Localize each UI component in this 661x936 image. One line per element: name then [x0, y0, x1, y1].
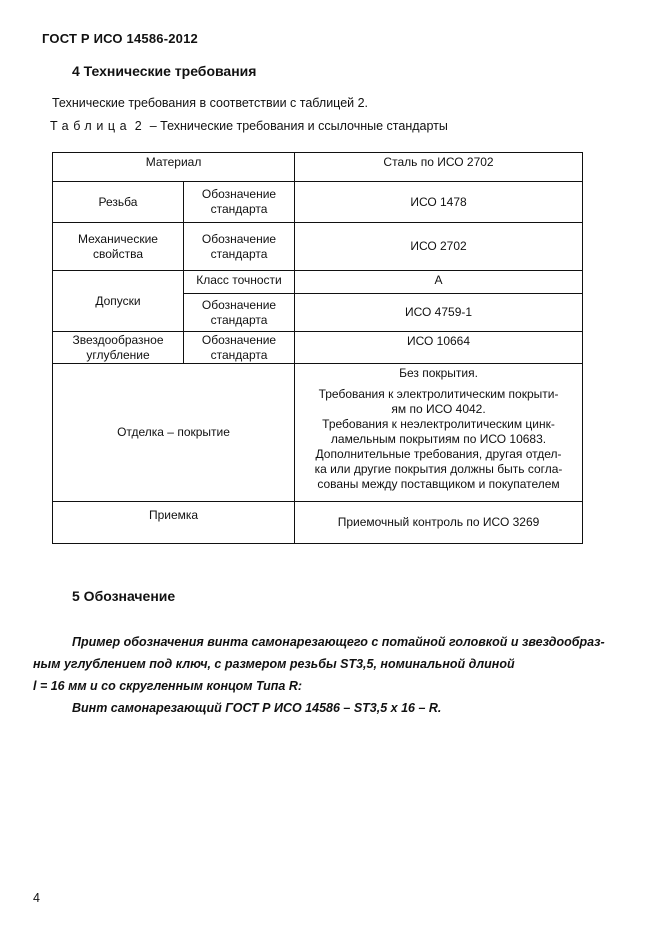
- row-label: Допуски: [53, 271, 184, 332]
- table-row: [53, 182, 583, 223]
- page-number: 4: [33, 891, 40, 905]
- table-caption: [50, 119, 448, 133]
- finish-label: Отделка – покрытие: [53, 364, 295, 502]
- finish-line: ламельным покрытиям по ИСО 10683.: [330, 432, 547, 446]
- row-label: Звездообразное углубление: [53, 332, 184, 364]
- finish-line: сованы между поставщиком и покупателем: [317, 477, 560, 491]
- row-sublabel: Обозначение стандарта: [184, 294, 295, 332]
- section-5-title: 5 Обозначение: [72, 588, 176, 604]
- header-steel: Сталь по ИСО 2702: [295, 153, 583, 182]
- example-line: l = 16 мм и со скругленным концом Типа R:: [33, 679, 303, 693]
- row-sublabel: Обозначение стандарта: [184, 332, 295, 364]
- row-value: ИСО 1478: [295, 182, 583, 223]
- acceptance-value: Приемочный контроль по ИСО 3269: [295, 502, 583, 544]
- finish-line: ка или другие покрытия должны быть согла-: [314, 462, 563, 476]
- row-value: ИСО 2702: [295, 223, 583, 271]
- table-header-row: [53, 153, 583, 182]
- table-row-finish: [53, 364, 583, 502]
- row-sublabel: Обозначение стандарта: [184, 182, 295, 223]
- row-sublabel: Обозначение стандарта: [184, 223, 295, 271]
- document-header: ГОСТ Р ИСО 14586-2012: [42, 31, 198, 46]
- example-designation: Винт самонарезающий ГОСТ Р ИСО 14586 – ST3,5 x 16 – R.: [72, 701, 442, 715]
- finish-line: Без покрытия.: [399, 366, 478, 380]
- row-value: ИСО 10664: [295, 332, 583, 364]
- row-value: ИСО 4759-1: [295, 294, 583, 332]
- finish-line: Требования к электролитическим покрыти-: [318, 387, 559, 401]
- finish-line: Требования к неэлектролитическим цинк-: [322, 417, 555, 431]
- example-line: Пример обозначения винта самонарезающего с потайной головкой и звездообраз-: [72, 635, 605, 649]
- finish-line: ям по ИСО 4042.: [391, 402, 486, 416]
- table-row: [53, 332, 583, 364]
- row-value: A: [295, 271, 583, 294]
- table-row: [53, 223, 583, 271]
- row-label: Резьба: [53, 182, 184, 223]
- row-sublabel: Класс точности: [184, 271, 295, 294]
- table-caption-word: Таблица: [50, 119, 132, 133]
- row-label: Механические свойства: [53, 223, 184, 271]
- finish-value: [295, 364, 583, 502]
- finish-line: Дополнительные требования, другая отдел-: [315, 447, 562, 461]
- acceptance-label: Приемка: [53, 502, 295, 544]
- table-caption-number: 2: [134, 119, 147, 133]
- table-caption-text: – Технические требования и ссылочные стандарты: [146, 119, 448, 133]
- section-4-title: 4 Технические требования: [72, 63, 257, 79]
- section-4-intro: Технические требования в соответствии с таблицей 2.: [52, 96, 369, 110]
- table-row-acceptance: [53, 502, 583, 544]
- requirements-table: [52, 152, 583, 544]
- table-row: [53, 271, 583, 294]
- example-line: ным углублением под ключ, с размером резьбы ST3,5, номинальной длиной: [33, 657, 515, 671]
- header-material: Материал: [53, 153, 295, 182]
